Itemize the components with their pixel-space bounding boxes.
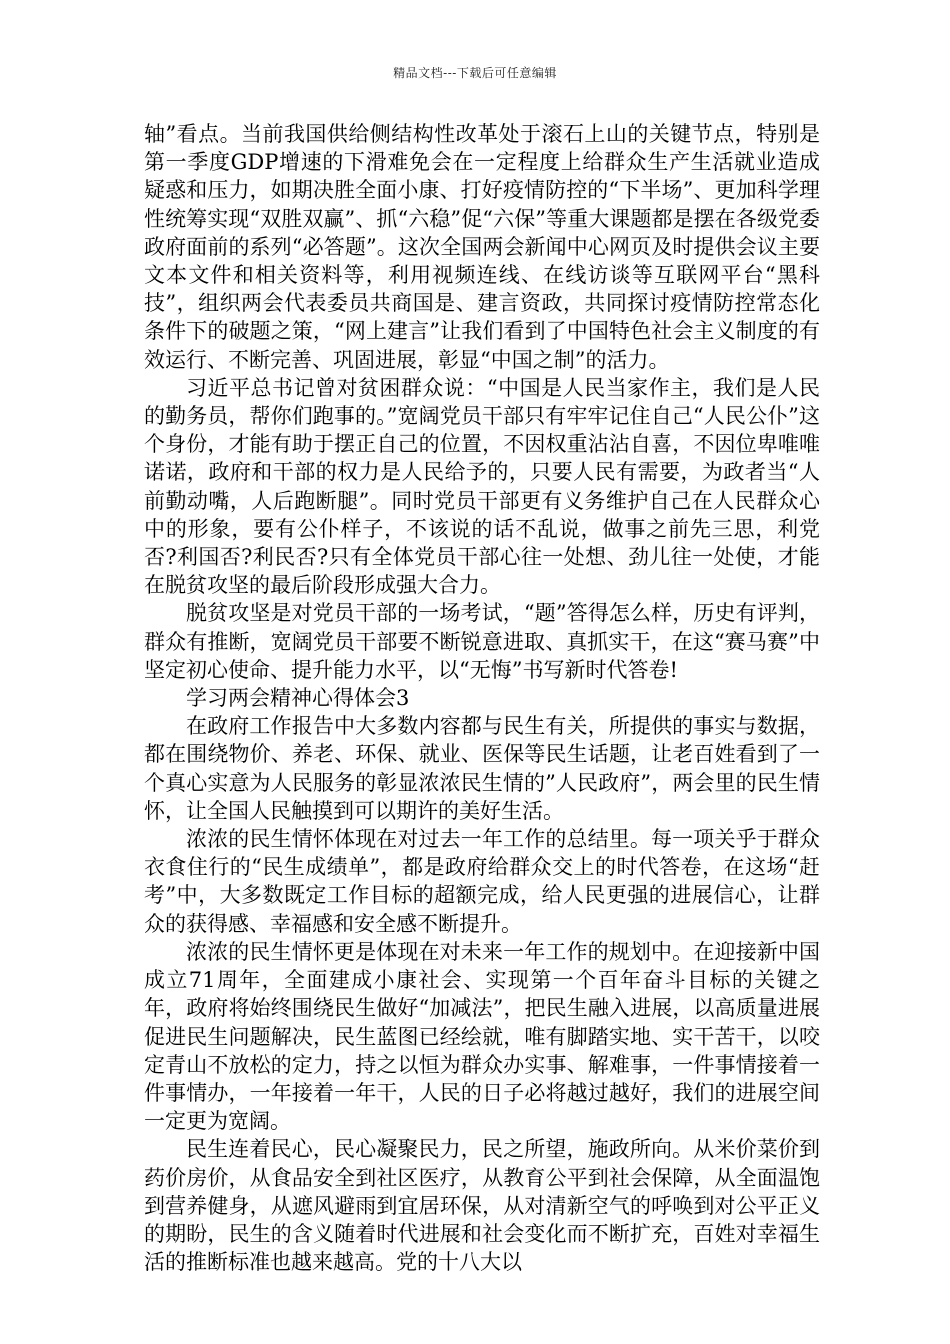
paragraph-livelihood: 民生连着民心，民心凝聚民力，民之所望，施政所向。从米价菜价到药价房价，从食品安全到社区医疗，从教育公平到社会保障，从全面温饱到营养健身，从遮风避雨到宜居环保，从对清新空气的呼唤到对公平正义的期盼，民生的含义随着时代进展和社会变化而不断扩充，百姓对幸福生活的推断标准也越来越高。党的十八大以 <box>144 1137 820 1275</box>
paragraph-continuation: 轴”看点。当前我国供给侧结构性改革处于滚石上山的关键节点，特别是第一季度GDP增速的下滑难免会在一定程度上给群众生产生活就业造成疑惑和压力，如期决胜全面小康、打好疫情防控的“下半场”、更加科学理性统筹实现“双胜双赢”、抓“六稳”促“六保”等重大课题都是摆在各级党委政府面前的系列“必答题”。这次全国两会新闻中心网页及时提供会议主要文本文件和相关资料等，利用视频连线、在线访谈等互联网平台“黑科技”，组织两会代表委员共商国是、建言资政，共同探讨疫情防控常态化条件下的破题之策，“网上建言”让我们看到了中国特色社会主义制度的有效运行、不断完善、巩固进展，彰显“中国之制”的活力。 <box>144 122 820 372</box>
paragraph-government-report: 在政府工作报告中大多数内容都与民生有关，所提供的事实与数据，都在围绕物价、养老、环保、就业、医保等民生话题，让老百姓看到了一个真心实意为人民服务的彰显浓浓民生情的”人民政府”，两会里的民生情怀，让全国人民触摸到可以期许的美好生活。 <box>144 714 820 823</box>
section-title: 学习两会精神心得体会3 <box>186 686 410 711</box>
paragraph-poverty-exam: 脱贫攻坚是对党员干部的一场考试，“题”答得怎么样，历史有评判，群众有推断，宽阔党员干部要不断锐意进取、真抓实干，在这“赛马赛”中坚定初心使命、提升能力水平，以“无悔”书写新时代答卷! <box>144 601 820 682</box>
page-header: 精品文档---下载后可任意编辑 <box>393 66 557 80</box>
paragraph-xi-quote: 习近平总书记曾对贫困群众说：“中国是人民当家作主，我们是人民的勤务员，帮你们跑事的。”宽阔党员干部只有牢牢记住自己“人民公仆”这个身份，才能有助于摆正自己的位置，不因权重沾沾自喜，不因位卑唯唯诺诺，政府和干部的权力是人民给予的，只要人民有需要，为政者当“人前勤动嘴，人后跑断腿”。同时党员干部更有义务维护自己在人民群众心中的形象，要有公仆样子，不该说的话不乱说，做事之前先三思，利党否?利国否?利民否?只有全体党员干部心往一处想、劲儿往一处使，才能在脱贫攻坚的最后阶段形成强大合力。 <box>144 375 820 598</box>
paragraph-planning-next-year: 浓浓的民生情怀更是体现在对未来一年工作的规划中。在迎接新中国成立71周年，全面建成小康社会、实现第一个百年奋斗目标的关键之年，政府将始终围绕民生做好“加减法”，把民生融入进展，以高质量进展促进民生问题解决，民生蓝图已经绘就，唯有脚踏实地、实干苦干，以咬定青山不放松的定力，持之以恒为群众办实事、解难事，一件事情接着一件事情办，一年接着一年干，人民的日子必将越过越好，我们的进展空间一定更为宽阔。 <box>144 939 820 1134</box>
paragraph-summary-past-year: 浓浓的民生情怀体现在对过去一年工作的总结里。每一项关乎于群众衣食住行的“民生成绩单”，都是政府给群众交上的时代答卷，在这场“赶考”中，大多数既定工作目标的超额完成，给人民更强的进展信心，让群众的获得感、幸福感和安全感不断提升。 <box>144 827 820 936</box>
document-body <box>144 120 820 1276</box>
